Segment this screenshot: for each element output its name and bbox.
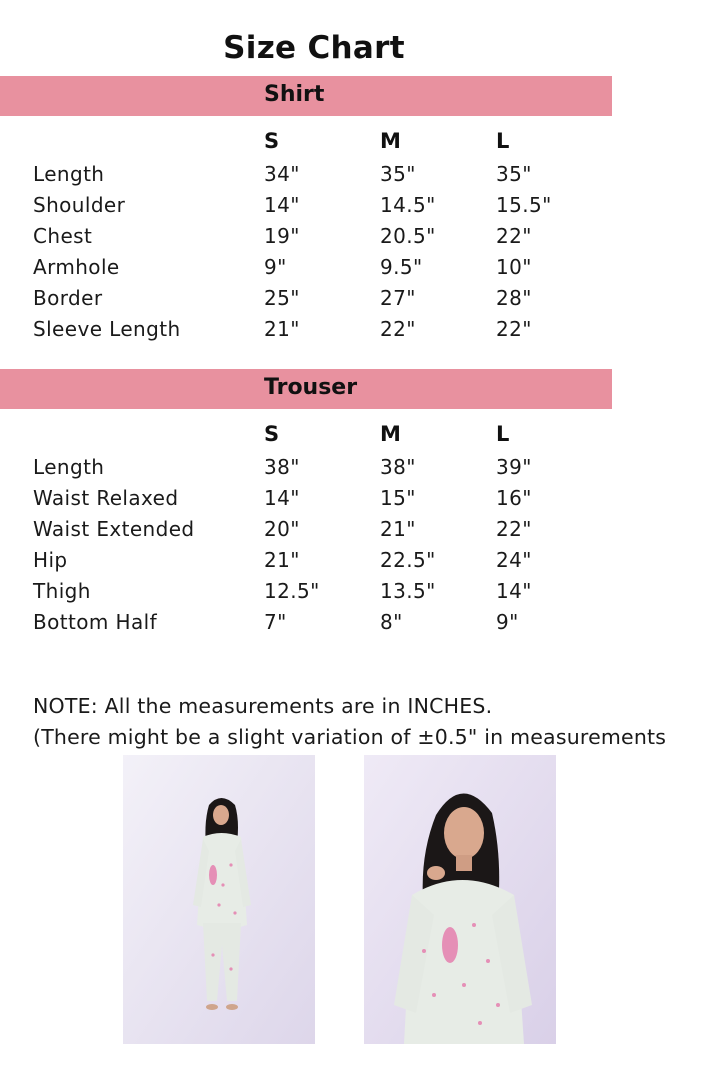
variation-note: (There might be a slight variation of ±0.5" in measurements (33, 725, 667, 749)
value-l: 22" (496, 517, 532, 541)
value-m: 22.5" (380, 548, 436, 572)
value-s: 25" (264, 286, 300, 310)
value-m: 38" (380, 455, 416, 479)
table-row (0, 610, 700, 641)
trouser-heading: Trouser (264, 375, 358, 400)
value-m: 27" (380, 286, 416, 310)
row-label: Sleeve Length (33, 317, 181, 341)
model-closeup-photo (364, 755, 556, 1044)
table-row (0, 193, 700, 224)
row-label: Length (33, 455, 105, 479)
value-l: 14" (496, 579, 532, 603)
shirt-size-l: L (496, 129, 510, 153)
value-m: 22" (380, 317, 416, 341)
trouser-size-m: M (380, 422, 401, 446)
model-closeup-icon (364, 755, 556, 1044)
row-label: Bottom Half (33, 610, 158, 634)
trouser-size-s: S (264, 422, 280, 446)
value-l: 16" (496, 486, 532, 510)
value-s: 12.5" (264, 579, 320, 603)
value-s: 19" (264, 224, 300, 248)
shirt-heading: Shirt (264, 82, 325, 107)
row-label: Thigh (33, 579, 91, 603)
model-full-length-icon (123, 755, 315, 1044)
value-m: 35" (380, 162, 416, 186)
value-m: 9.5" (380, 255, 423, 279)
value-s: 34" (264, 162, 300, 186)
row-label: Waist Extended (33, 517, 195, 541)
value-l: 22" (496, 224, 532, 248)
table-row (0, 486, 700, 517)
value-l: 24" (496, 548, 532, 572)
value-l: 22" (496, 317, 532, 341)
page-title: Size Chart (223, 30, 405, 66)
table-row (0, 224, 700, 255)
value-l: 9" (496, 610, 519, 634)
row-label: Waist Relaxed (33, 486, 179, 510)
value-l: 39" (496, 455, 532, 479)
row-label: Length (33, 162, 105, 186)
measurement-note: NOTE: All the measurements are in INCHES. (33, 694, 493, 718)
value-m: 21" (380, 517, 416, 541)
table-row (0, 286, 700, 317)
shirt-size-s: S (264, 129, 280, 153)
trouser-section-header (0, 369, 612, 409)
value-s: 20" (264, 517, 300, 541)
value-m: 8" (380, 610, 403, 634)
row-label: Chest (33, 224, 93, 248)
row-label: Shoulder (33, 193, 126, 217)
row-label: Armhole (33, 255, 120, 279)
value-l: 10" (496, 255, 532, 279)
value-m: 13.5" (380, 579, 436, 603)
table-row (0, 255, 700, 286)
table-row (0, 548, 700, 579)
row-label: Hip (33, 548, 68, 572)
value-l: 35" (496, 162, 532, 186)
value-s: 38" (264, 455, 300, 479)
row-label: Border (33, 286, 103, 310)
value-s: 9" (264, 255, 287, 279)
value-l: 15.5" (496, 193, 552, 217)
shirt-size-m: M (380, 129, 401, 153)
value-m: 20.5" (380, 224, 436, 248)
value-l: 28" (496, 286, 532, 310)
trouser-size-l: L (496, 422, 510, 446)
model-full-length-photo (123, 755, 315, 1044)
table-row (0, 455, 700, 486)
value-s: 21" (264, 317, 300, 341)
table-row (0, 317, 700, 348)
table-row (0, 162, 700, 193)
value-m: 15" (380, 486, 416, 510)
shirt-section-header (0, 76, 612, 116)
value-s: 7" (264, 610, 287, 634)
table-row (0, 517, 700, 548)
value-m: 14.5" (380, 193, 436, 217)
value-s: 14" (264, 486, 300, 510)
value-s: 14" (264, 193, 300, 217)
value-s: 21" (264, 548, 300, 572)
table-row (0, 579, 700, 610)
